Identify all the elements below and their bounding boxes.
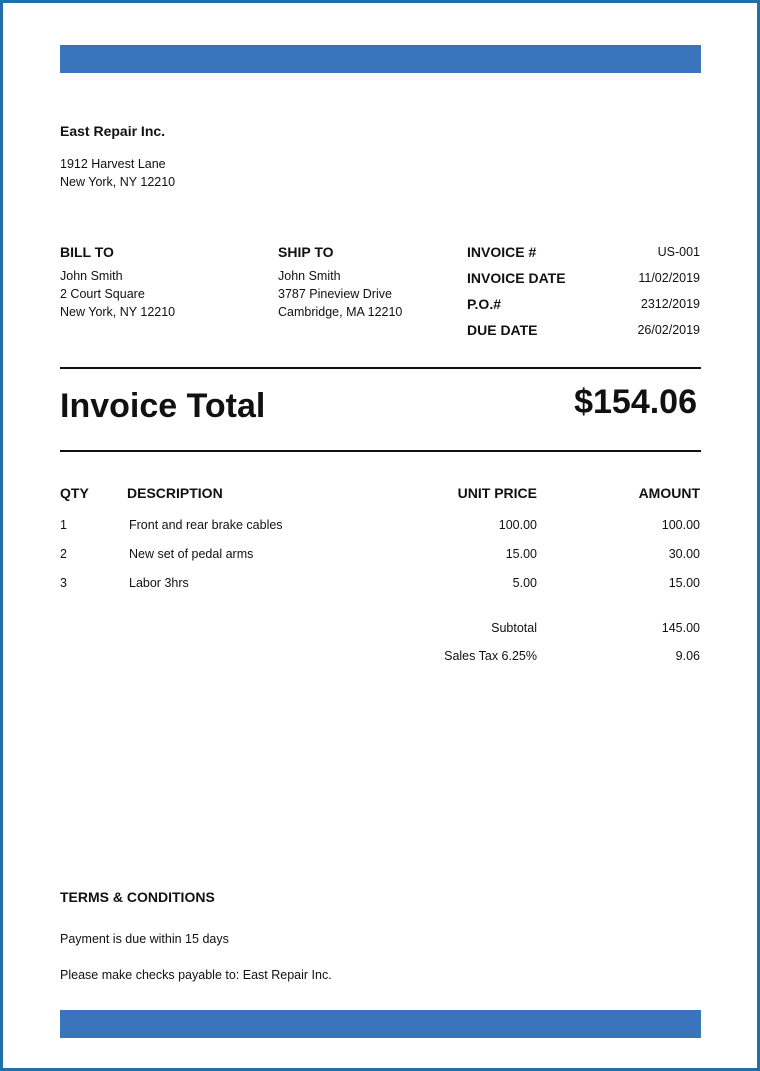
bill-to-name: John Smith	[60, 269, 123, 283]
row-2-description: New set of pedal arms	[129, 547, 254, 561]
company-name: East Repair Inc.	[60, 123, 166, 139]
row-3-unit-price: 5.00	[512, 576, 537, 590]
row-3-description: Labor 3hrs	[129, 576, 189, 590]
company-address-line2: New York, NY 12210	[60, 175, 176, 189]
ship-to-name: John Smith	[278, 269, 341, 283]
invoice-total-label: Invoice Total	[60, 387, 266, 425]
row-1-amount: 100.00	[661, 518, 700, 532]
invoice-date-label: INVOICE DATE	[467, 270, 566, 286]
po-number-value: 2312/2019	[640, 297, 700, 311]
row-2-unit-price: 15.00	[505, 547, 537, 561]
row-1-qty: 1	[60, 518, 67, 532]
column-header-amount: AMOUNT	[638, 485, 700, 501]
column-header-qty: QTY	[60, 485, 89, 501]
ship-to-label: SHIP TO	[278, 244, 334, 260]
header-accent-bar	[60, 45, 701, 73]
row-3-qty: 3	[60, 576, 67, 590]
bill-to-line1: 2 Court Square	[60, 287, 145, 301]
row-1-unit-price: 100.00	[498, 518, 537, 532]
row-2-qty: 2	[60, 547, 67, 561]
bill-to-line2: New York, NY 12210	[60, 305, 176, 319]
invoice-total-value: $154.06	[574, 383, 697, 421]
ship-to-line1: 3787 Pineview Drive	[278, 287, 392, 301]
terms-heading: TERMS & CONDITIONS	[60, 889, 215, 905]
column-header-description: DESCRIPTION	[127, 485, 223, 501]
divider-top	[60, 367, 701, 369]
divider-bottom	[60, 450, 701, 452]
column-header-unit-price: UNIT PRICE	[457, 485, 537, 501]
terms-line1: Payment is due within 15 days	[60, 932, 229, 946]
bill-to-label: BILL TO	[60, 244, 114, 260]
sales-tax-value: 9.06	[675, 649, 700, 663]
due-date-label: DUE DATE	[467, 322, 538, 338]
row-3-amount: 15.00	[668, 576, 700, 590]
company-address-line1: 1912 Harvest Lane	[60, 157, 166, 171]
terms-line2: Please make checks payable to: East Repair Inc.	[60, 968, 332, 982]
invoice-number-value: US-001	[657, 245, 700, 259]
due-date-value: 26/02/2019	[637, 323, 700, 337]
invoice-date-value: 11/02/2019	[638, 271, 700, 285]
ship-to-line2: Cambridge, MA 12210	[278, 305, 403, 319]
row-2-amount: 30.00	[668, 547, 700, 561]
subtotal-label: Subtotal	[491, 621, 537, 635]
po-number-label: P.O.#	[467, 296, 501, 312]
sales-tax-label: Sales Tax 6.25%	[444, 649, 537, 663]
subtotal-value: 145.00	[661, 621, 700, 635]
footer-accent-bar	[60, 1010, 701, 1038]
row-1-description: Front and rear brake cables	[129, 518, 283, 532]
invoice-number-label: INVOICE #	[467, 244, 537, 260]
